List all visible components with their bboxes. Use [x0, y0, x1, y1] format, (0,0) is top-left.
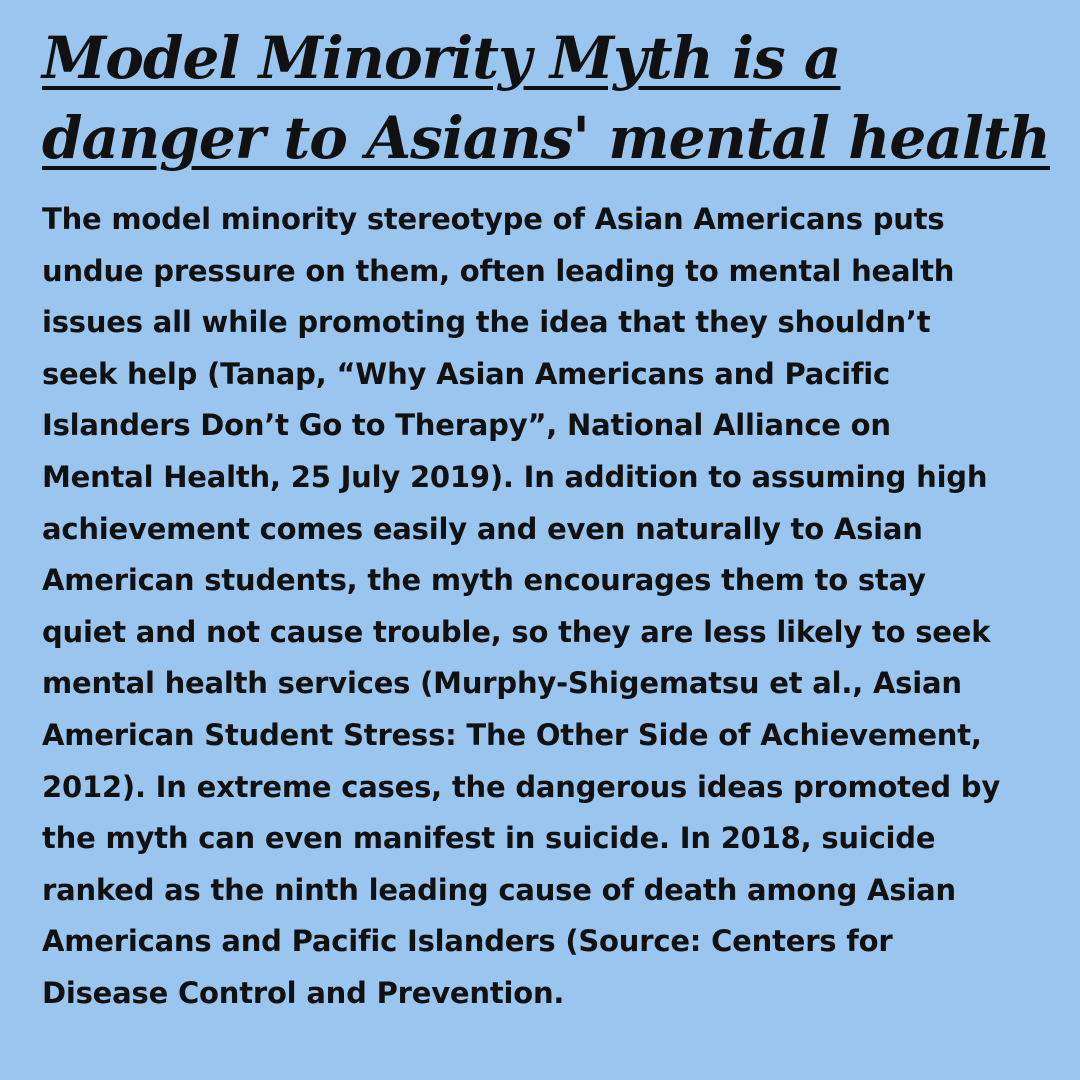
body-line: issues all while promoting the idea that they shouldn’t [42, 305, 931, 340]
body-line: seek help (Tanap, “Why Asian Americans and Pacific [42, 356, 891, 391]
body-line: American students, the myth encourages them to stay [42, 563, 926, 598]
body-line: ranked as the ninth leading cause of death among Asian [42, 872, 956, 907]
body-line: achievement comes easily and even naturally to Asian [42, 511, 923, 546]
page-title [42, 18, 1050, 178]
body-line: Mental Health, 25 July 2019). In addition to assuming high [42, 459, 988, 494]
body-line: The model minority stereotype of Asian Americans puts [42, 202, 945, 236]
body-line: American Student Stress: The Other Side of Achievement, [42, 717, 982, 752]
body-paragraph [42, 194, 1044, 1020]
body-line: 2012). In extreme cases, the dangerous ideas promoted by [42, 769, 1001, 804]
body-line: Americans and Pacific Islanders (Source: Centers for [42, 924, 893, 959]
title-line: danger to Asians' mental health [42, 104, 1050, 172]
body-line: Disease Control and Prevention. [42, 975, 565, 1010]
body-line: quiet and not cause trouble, so they are less likely to seek [42, 614, 991, 649]
body-line: undue pressure on them, often leading to mental health [42, 253, 955, 288]
body-line: mental health services (Murphy-Shigematsu et al., Asian [42, 666, 962, 701]
title-line: Model Minority Myth is a [42, 24, 841, 92]
body-line: Islanders Don’t Go to Therapy”, National Alliance on [42, 408, 891, 443]
body-line: the myth can even manifest in suicide. In 2018, suicide [42, 821, 936, 856]
